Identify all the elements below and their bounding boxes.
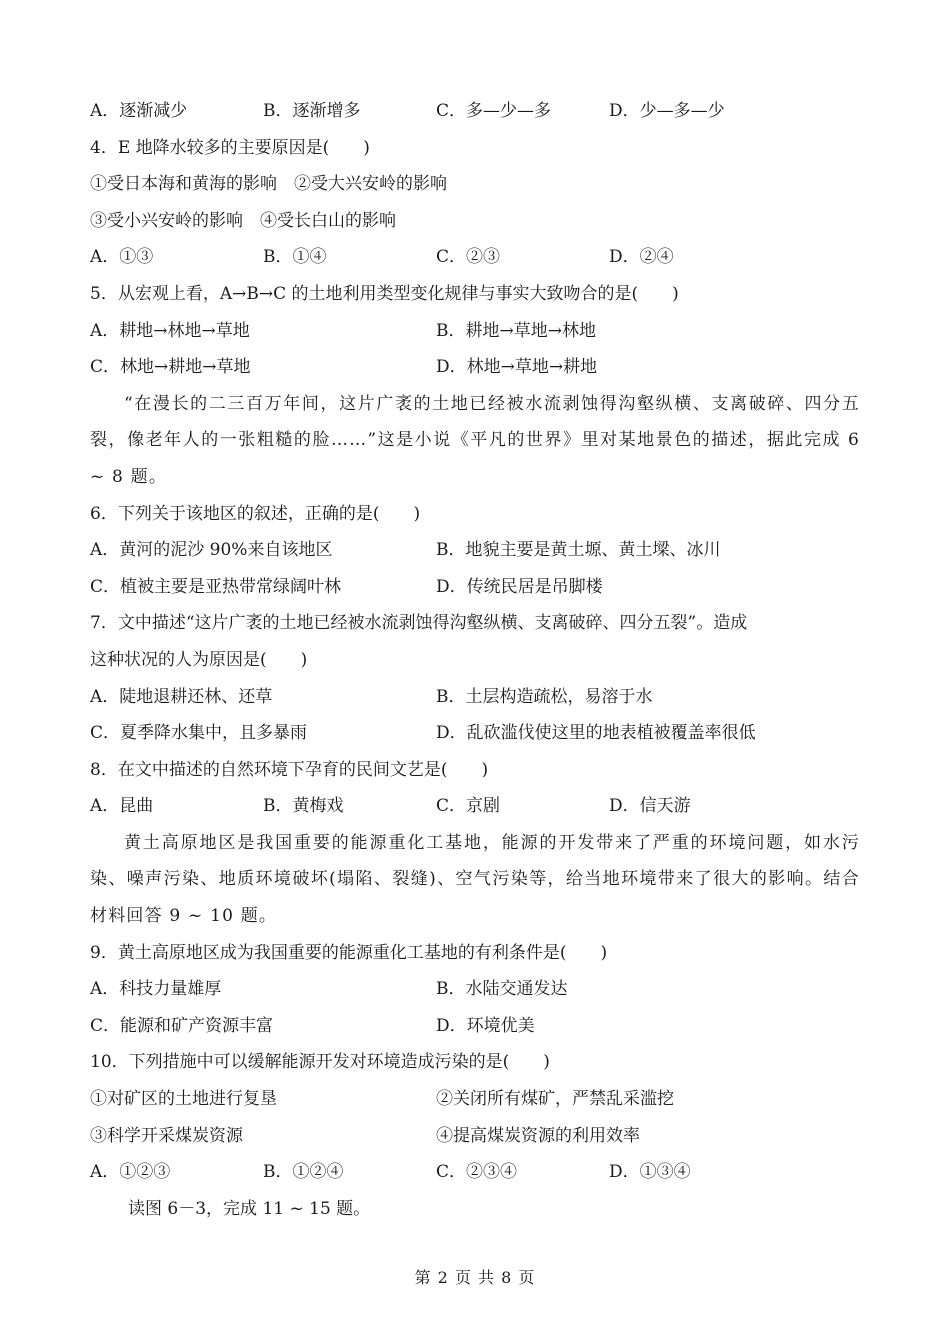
option-b: B．①②④ [263,1162,344,1183]
option-c: C．能源和矿产资源丰富 [90,1015,274,1036]
option-b: B．地貌主要是黄土塬、黄土墚、冰川 [436,540,721,561]
figure-instruction: 读图 6－3，完成 11 ~ 15 题。 [128,1198,371,1219]
option-d: D．①③④ [609,1162,691,1183]
option-b: B．①④ [263,247,327,268]
option-d: D．②④ [609,247,674,268]
q9-stem: 9．黄土高原地区成为我国重要的能源重化工基地的有利条件是( ) [90,942,608,963]
option-c: C．林地→耕地→草地 [90,357,251,378]
q5-options-row [90,313,860,350]
exam-page [90,93,860,1227]
option-a: A．昆曲 [90,796,154,817]
q4-item-line: ③受小兴安岭的影响 ④受长白山的影响 [90,210,396,231]
option-b: B．黄梅戏 [263,796,344,817]
option-b: B．土层构造疏松，易溶于水 [436,686,653,707]
q4-stem: 4．E 地降水较多的主要原因是( ) [90,137,370,158]
q10-stem: 10．下列措施中可以缓解能源开发对环境造成污染的是( ) [90,1052,550,1073]
option-d: D．乱砍滥伐使这里的地表植被覆盖率很低 [436,723,756,744]
option-a: A．陡地退耕还林、还草 [90,686,273,707]
option-b: B．耕地→草地→林地 [436,320,596,341]
q9-options-row [90,1008,860,1045]
option-c: C．多—少—多 [436,101,552,121]
option-a: A．逐渐减少 [90,101,188,121]
q6-stem: 6．下列关于该地区的叙述，正确的是( ) [90,503,421,524]
q5-stem: 5．从宏观上看，A→B→C 的土地利用类型变化规律与事实大致吻合的是( ) [90,283,679,304]
option-d: D．林地→草地→耕地 [436,357,598,378]
option-d: D．少—多—少 [609,101,725,121]
reading-passage: “在漫长的二三百万年间，这片广袤的土地已经被水流剥蚀得沟壑纵横、支离破碎、四分五裂，像老年人的一张粗糙的脸……”这是小说《平凡的世界》里对某地景色的描述，据此完成 6 ~ 8 题。 [90,393,860,487]
q9-options-row [90,971,860,1008]
q5-options-row [90,349,860,386]
option-c: C．植被主要是亚热带常绿阔叶林 [90,576,342,597]
page-footer: 第 2 页 共 8 页 [414,1268,536,1287]
option-b: B．逐渐增多 [263,101,361,121]
q6-options-row [90,532,860,569]
option-a: A．黄河的泥沙 90%来自该地区 [90,540,333,561]
option-d: D．传统民居是吊脚楼 [436,576,603,597]
q4-options [90,239,860,276]
q10-items-row [90,1118,860,1155]
q10-item: ④提高煤炭资源的利用效率 [436,1125,640,1146]
q8-stem: 8．在文中描述的自然环境下孕育的民间文艺是( ) [90,759,489,780]
option-a: A．①②③ [90,1162,171,1183]
option-a: A．耕地→林地→草地 [90,320,250,341]
q10-items-row [90,1081,860,1118]
option-c: C．夏季降水集中，且多暴雨 [90,723,308,744]
option-d: D．信天游 [609,796,691,817]
q10-item: ②关闭所有煤矿，严禁乱采滥挖 [436,1089,674,1110]
reading-passage: 黄土高原地区是我国重要的能源重化工基地，能源的开发带来了严重的环境问题，如水污染、噪声污染、地质环境破坏(塌陷、裂缝)、空气污染等，给当地环境带来了很大的影响。结合材料回答 9 ~ 10 题。 [90,832,860,927]
q10-item: ③科学开采煤炭资源 [90,1125,243,1146]
q7-stem-cont: 这种状况的人为原因是( ) [90,649,308,670]
q8-options [90,788,860,825]
option-c: C．②③ [436,247,501,268]
q10-options [90,1154,860,1191]
q7-options-row [90,715,860,752]
q7-stem: 7．文中描述“这片广袤的土地已经被水流剥蚀得沟壑纵横、支离破碎、四分五裂”。造成 [90,613,748,634]
option-c: C．京剧 [436,796,501,817]
q10-item: ①对矿区的土地进行复垦 [90,1089,277,1110]
q3-options [90,93,860,130]
option-a: A．①③ [90,247,154,268]
option-b: B．水陆交通发达 [436,979,568,1000]
option-a: A．科技力量雄厚 [90,979,222,1000]
q4-item-line: ①受日本海和黄海的影响 ②受大兴安岭的影响 [90,174,447,195]
q7-options-row [90,679,860,716]
q6-options-row [90,569,860,606]
option-c: C．②③④ [436,1162,518,1183]
option-d: D．环境优美 [436,1015,535,1036]
